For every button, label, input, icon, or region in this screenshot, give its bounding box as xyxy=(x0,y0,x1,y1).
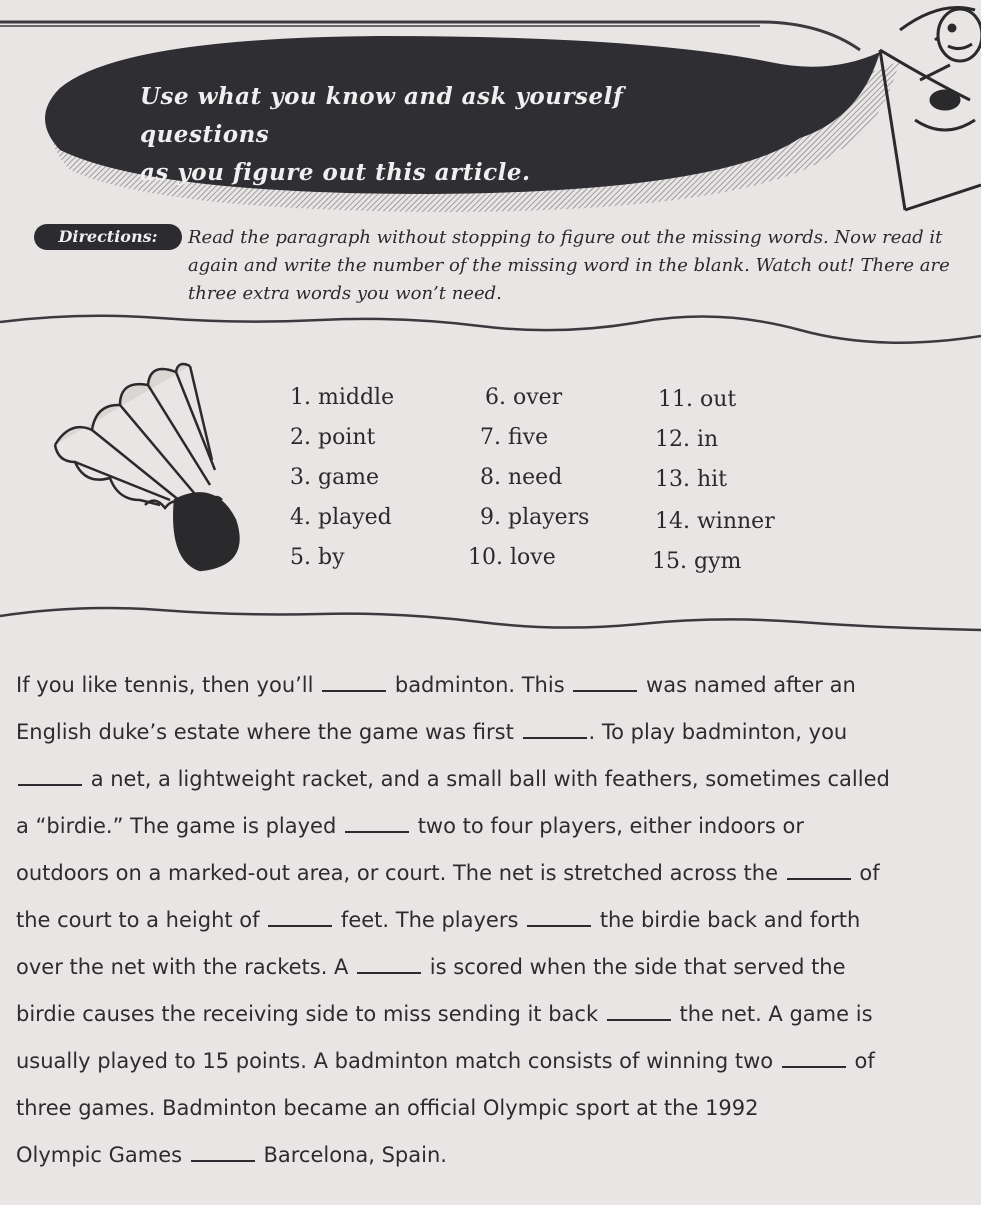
bubble-line-2: as you figure out this article. xyxy=(140,159,531,186)
answer-blank[interactable] xyxy=(357,954,421,974)
passage-text: English duke’s estate where the game was first xyxy=(16,720,514,744)
passage-text: . To play badminton, you xyxy=(588,720,848,744)
word-bank-item: 12. in xyxy=(655,427,719,452)
word-bank-item: 3. game xyxy=(290,465,380,490)
word-bank-item: 2. point xyxy=(290,425,376,450)
passage-line xyxy=(16,709,966,756)
word-bank-item: 8. need xyxy=(480,465,563,490)
passage-line xyxy=(16,662,966,709)
passage-text: was named after an xyxy=(646,673,856,697)
passage-line xyxy=(16,850,966,897)
passage-text: Barcelona, Spain. xyxy=(263,1143,447,1167)
word-bank xyxy=(290,378,810,588)
passage-line xyxy=(16,1132,966,1179)
passage-text: usually played to 15 points. A badminton match consists of winning two xyxy=(16,1049,774,1073)
passage xyxy=(16,662,966,1179)
passage-line xyxy=(16,803,966,850)
word-bank-item: 14. winner xyxy=(655,509,775,534)
answer-blank[interactable] xyxy=(607,1001,671,1021)
answer-blank[interactable] xyxy=(787,860,851,880)
shuttlecock-icon xyxy=(55,364,238,570)
word-bank-item: 6. over xyxy=(485,385,563,410)
word-bank-item: 11. out xyxy=(658,387,737,412)
passage-text: birdie causes the receiving side to miss sending it back xyxy=(16,1002,599,1026)
wavy-divider-top xyxy=(0,316,981,343)
answer-blank[interactable] xyxy=(345,813,409,833)
passage-line xyxy=(16,991,966,1038)
answer-blank[interactable] xyxy=(527,907,591,927)
answer-blank[interactable] xyxy=(191,1142,255,1162)
passage-line xyxy=(16,1085,966,1132)
passage-text: of xyxy=(859,861,880,885)
directions-badge: Directions: xyxy=(34,224,182,250)
word-bank-item: 5. by xyxy=(290,545,345,570)
answer-blank[interactable] xyxy=(573,672,637,692)
answer-blank[interactable] xyxy=(322,672,386,692)
passage-text: the net. A game is xyxy=(679,1002,873,1026)
word-bank-item: 10. love xyxy=(468,545,556,570)
passage-text: If you like tennis, then you’ll xyxy=(16,673,314,697)
answer-blank[interactable] xyxy=(268,907,332,927)
passage-text: three games. Badminton became an official Olympic sport at the 1992 xyxy=(16,1096,759,1120)
word-bank-item: 13. hit xyxy=(655,467,728,492)
passage-line xyxy=(16,897,966,944)
passage-text: over the net with the rackets. A xyxy=(16,955,349,979)
passage-line xyxy=(16,756,966,803)
directions-text: Read the paragraph without stopping to figure out the missing words. Now read it again and write the number of the missing word in the blank. Watch out! There are three extra words you won’t need. xyxy=(188,227,950,304)
word-bank-item: 4. played xyxy=(290,505,392,530)
passage-text: outdoors on a marked-out area, or court. The net is stretched across the xyxy=(16,861,779,885)
bubble-line-1: Use what you know and ask yourself questions xyxy=(140,83,624,148)
answer-blank[interactable] xyxy=(18,766,82,786)
wavy-divider-bottom xyxy=(0,608,981,630)
passage-text: two to four players, either indoors or xyxy=(417,814,804,838)
passage-text: Olympic Games xyxy=(16,1143,183,1167)
passage-line xyxy=(16,944,966,991)
passage-text: a “birdie.” The game is played xyxy=(16,814,337,838)
passage-text: feet. The players xyxy=(340,908,519,932)
passage-text: the birdie back and forth xyxy=(599,908,861,932)
word-bank-item: 15. gym xyxy=(652,549,742,574)
answer-blank[interactable] xyxy=(523,719,587,739)
passage-text: a net, a lightweight racket, and a small ball with feathers, sometimes called xyxy=(90,767,890,791)
passage-text: of xyxy=(854,1049,875,1073)
word-bank-item: 1. middle xyxy=(290,385,395,410)
passage-text: is scored when the side that served the xyxy=(429,955,846,979)
passage-line xyxy=(16,1038,966,1085)
passage-text: the court to a height of xyxy=(16,908,260,932)
passage-text: badminton. This xyxy=(394,673,565,697)
word-bank-item: 7. five xyxy=(480,425,549,450)
answer-blank[interactable] xyxy=(782,1048,846,1068)
word-bank-item: 9. players xyxy=(480,505,590,530)
